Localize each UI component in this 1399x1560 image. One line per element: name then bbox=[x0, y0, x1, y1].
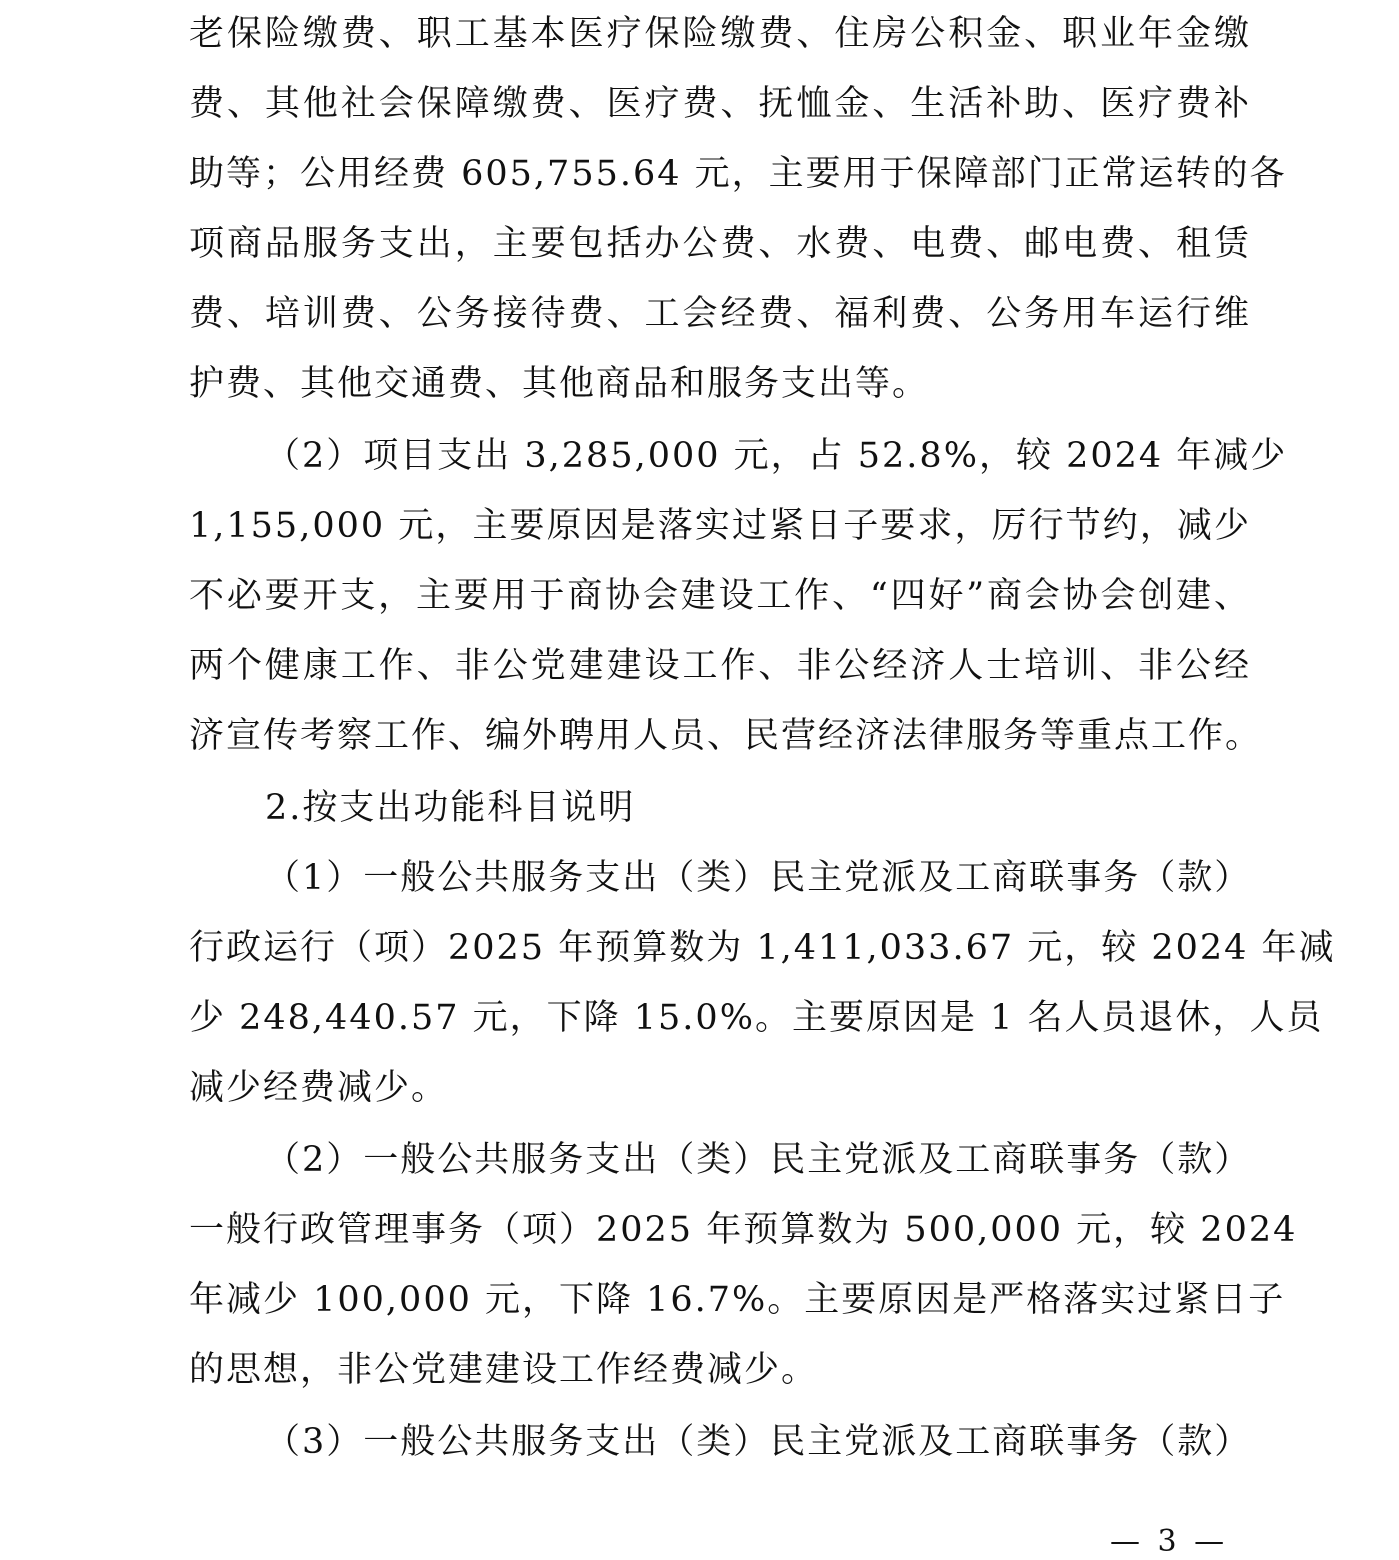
text-line: 济宣传考察工作、编外聘用人员、民营经济法律服务等重点工作。 bbox=[189, 716, 1263, 756]
text-line: 老保险缴费、职工基本医疗保险缴费、住房公积金、职业年金缴 bbox=[189, 14, 1251, 54]
text-line: 行政运行（项）2025 年预算数为 1,411,033.67 元，较 2024 年减 bbox=[189, 928, 1336, 968]
text-line: 减少经费减少。 bbox=[189, 1068, 449, 1108]
text-line: 两个健康工作、非公党建建设工作、非公经济人士培训、非公经 bbox=[189, 646, 1251, 686]
paragraph-first-line: （1）一般公共服务支出（类）民主党派及工商联事务（款） bbox=[265, 858, 1252, 898]
paragraph-first-line: （2）一般公共服务支出（类）民主党派及工商联事务（款） bbox=[265, 1140, 1252, 1180]
text-line: 项商品服务支出，主要包括办公费、水费、电费、邮电费、租赁 bbox=[189, 224, 1251, 264]
text-line: 少 248,440.57 元，下降 15.0%。主要原因是 1 名人员退休，人员 bbox=[189, 998, 1324, 1038]
text-line: 1,155,000 元，主要原因是落实过紧日子要求，厉行节约，减少 bbox=[189, 506, 1251, 546]
text-line: 费、其他社会保障缴费、医疗费、抚恤金、生活补助、医疗费补 bbox=[189, 84, 1251, 124]
page-number: — 3 — bbox=[1110, 1524, 1229, 1559]
section-heading: 2.按支出功能科目说明 bbox=[265, 788, 636, 828]
text-line: 年减少 100,000 元，下降 16.7%。主要原因是严格落实过紧日子 bbox=[189, 1280, 1286, 1320]
paragraph-first-line: （3）一般公共服务支出（类）民主党派及工商联事务（款） bbox=[265, 1422, 1252, 1462]
text-line: 一般行政管理事务（项）2025 年预算数为 500,000 元，较 2024 bbox=[189, 1210, 1298, 1250]
text-line: 费、培训费、公务接待费、工会经费、福利费、公务用车运行维 bbox=[189, 294, 1251, 334]
text-line: 护费、其他交通费、其他商品和服务支出等。 bbox=[189, 364, 930, 404]
text-line: 的思想，非公党建建设工作经费减少。 bbox=[189, 1350, 819, 1390]
text-line: 助等；公用经费 605,755.64 元，主要用于保障部门正常运转的各 bbox=[189, 154, 1287, 194]
text-line: 不必要开支，主要用于商协会建设工作、“四好”商会协会创建、 bbox=[189, 576, 1251, 616]
paragraph-first-line: （2）项目支出 3,285,000 元，占 52.8%，较 2024 年减少 bbox=[265, 436, 1288, 476]
